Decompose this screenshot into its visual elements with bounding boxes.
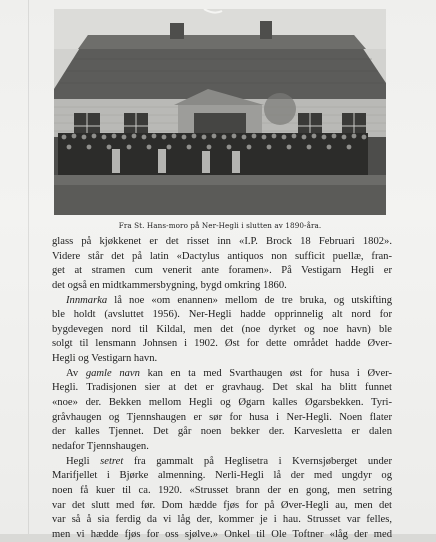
- text-line-content: bygdevegen nord til Kildal, men det (noe dyrket og noe havn) ble: [52, 323, 392, 335]
- text-line-content: gråvhaugen og Tjennshaugen er sør for husa i Ner-Hegli. Noen flater: [52, 411, 392, 423]
- text-line: [52, 411, 392, 426]
- text-line-content: Hegli. Tradisjonen sier at det er gravhaug. Det skal ha blitt funnet: [52, 382, 392, 394]
- text-line-content: fra gammalt på Heglisetra i Kvernsjøberget under: [123, 455, 392, 467]
- text-line-content: kan en ta med Svarthaugen øst for husa i Øver-: [139, 367, 392, 379]
- text-line-content: glass på kjøkkenet er det risset inn «I.P. Brock 18 Februari 1802».: [52, 236, 392, 247]
- text-line: [52, 235, 392, 250]
- text-line-content: «noe» der. Bekken mellom Hegli og Øgarn kalles Øgarsbekken. Tyri-: [52, 397, 392, 409]
- text-line-content: var så å sia ferdig da vi låg der, kommer je i hau. Strusset var felles,: [52, 514, 392, 526]
- historical-photo: [54, 9, 386, 215]
- text-line: [52, 425, 392, 440]
- text-line: [52, 484, 392, 499]
- text-line: [52, 469, 392, 484]
- text-line-content: lå noe «om enannen» mellom de tre bruka, og utskifting: [107, 294, 392, 306]
- text-line: [52, 308, 392, 323]
- text-line: [52, 440, 392, 455]
- page-crease: [28, 0, 29, 534]
- italic-term: gamle navn: [85, 367, 140, 379]
- text-line: [52, 396, 392, 411]
- text-line: [52, 381, 392, 396]
- italic-term: setret: [100, 455, 124, 467]
- farmhouse-group-photo-icon: [54, 9, 386, 215]
- text-line-content: der kalles Tjennet. Det går noen bekker der. Karvesletta er dalen: [52, 426, 392, 438]
- text-line-content: Marifjellet i Bjørke almenning. Nerli-Hegli lå der med ungdyr og: [52, 470, 392, 482]
- text-line: [52, 264, 392, 279]
- text-line-content: Hegli og Vestigarn havn.: [52, 353, 158, 365]
- text-line: [52, 323, 392, 338]
- text-line: [52, 499, 392, 514]
- text-line-content: var det slutt med før. Dom hædde fjøs for på Øver-Hegli au, men det: [52, 499, 392, 511]
- text-line: [52, 455, 392, 470]
- text-line-prefix: Av: [66, 367, 86, 379]
- text-line-content: get at stramen cum venerit ante foramen». På Vestigarn Hegli er: [52, 265, 392, 277]
- text-line-content: solgt til lensmann Johnsen i 1902. Øst for dette området hadde Øver-: [52, 338, 392, 350]
- photo-caption: Fra St. Hans-moro på Ner-Hegli i slutten av 1890-åra.: [118, 221, 322, 230]
- text-line: [52, 279, 392, 294]
- text-line: [52, 337, 392, 352]
- text-line-content: ble holdt (avsluttet 1956). Ner-Hegli hadde opprinnelig alt nord for: [52, 309, 392, 321]
- italic-term: Innmarka: [66, 294, 108, 306]
- text-line: [52, 528, 392, 542]
- text-line-prefix: Hegli: [66, 455, 101, 467]
- text-line: [52, 294, 392, 309]
- text-line-content: nedafor Tjennshaugen.: [52, 440, 149, 452]
- text-line: [52, 250, 392, 265]
- text-line-content: noen få kuer til ca. 1920. «Strusset brann der en gong, men setring: [52, 484, 392, 496]
- text-line-content: men vi hædde fjøs for oss sjølve.» Onkel til Ole Toftner «låg der med: [52, 528, 392, 540]
- body-text: [52, 235, 392, 542]
- text-line: [52, 352, 392, 367]
- text-line-content: Videre står det på latin «Dactylus antiquos non sufficit puellæ, fran-: [52, 250, 392, 262]
- text-line-content: det også en midtkammersbygning, bygd omkring 1860.: [52, 279, 287, 291]
- text-line: [52, 513, 392, 528]
- text-line: [52, 367, 392, 382]
